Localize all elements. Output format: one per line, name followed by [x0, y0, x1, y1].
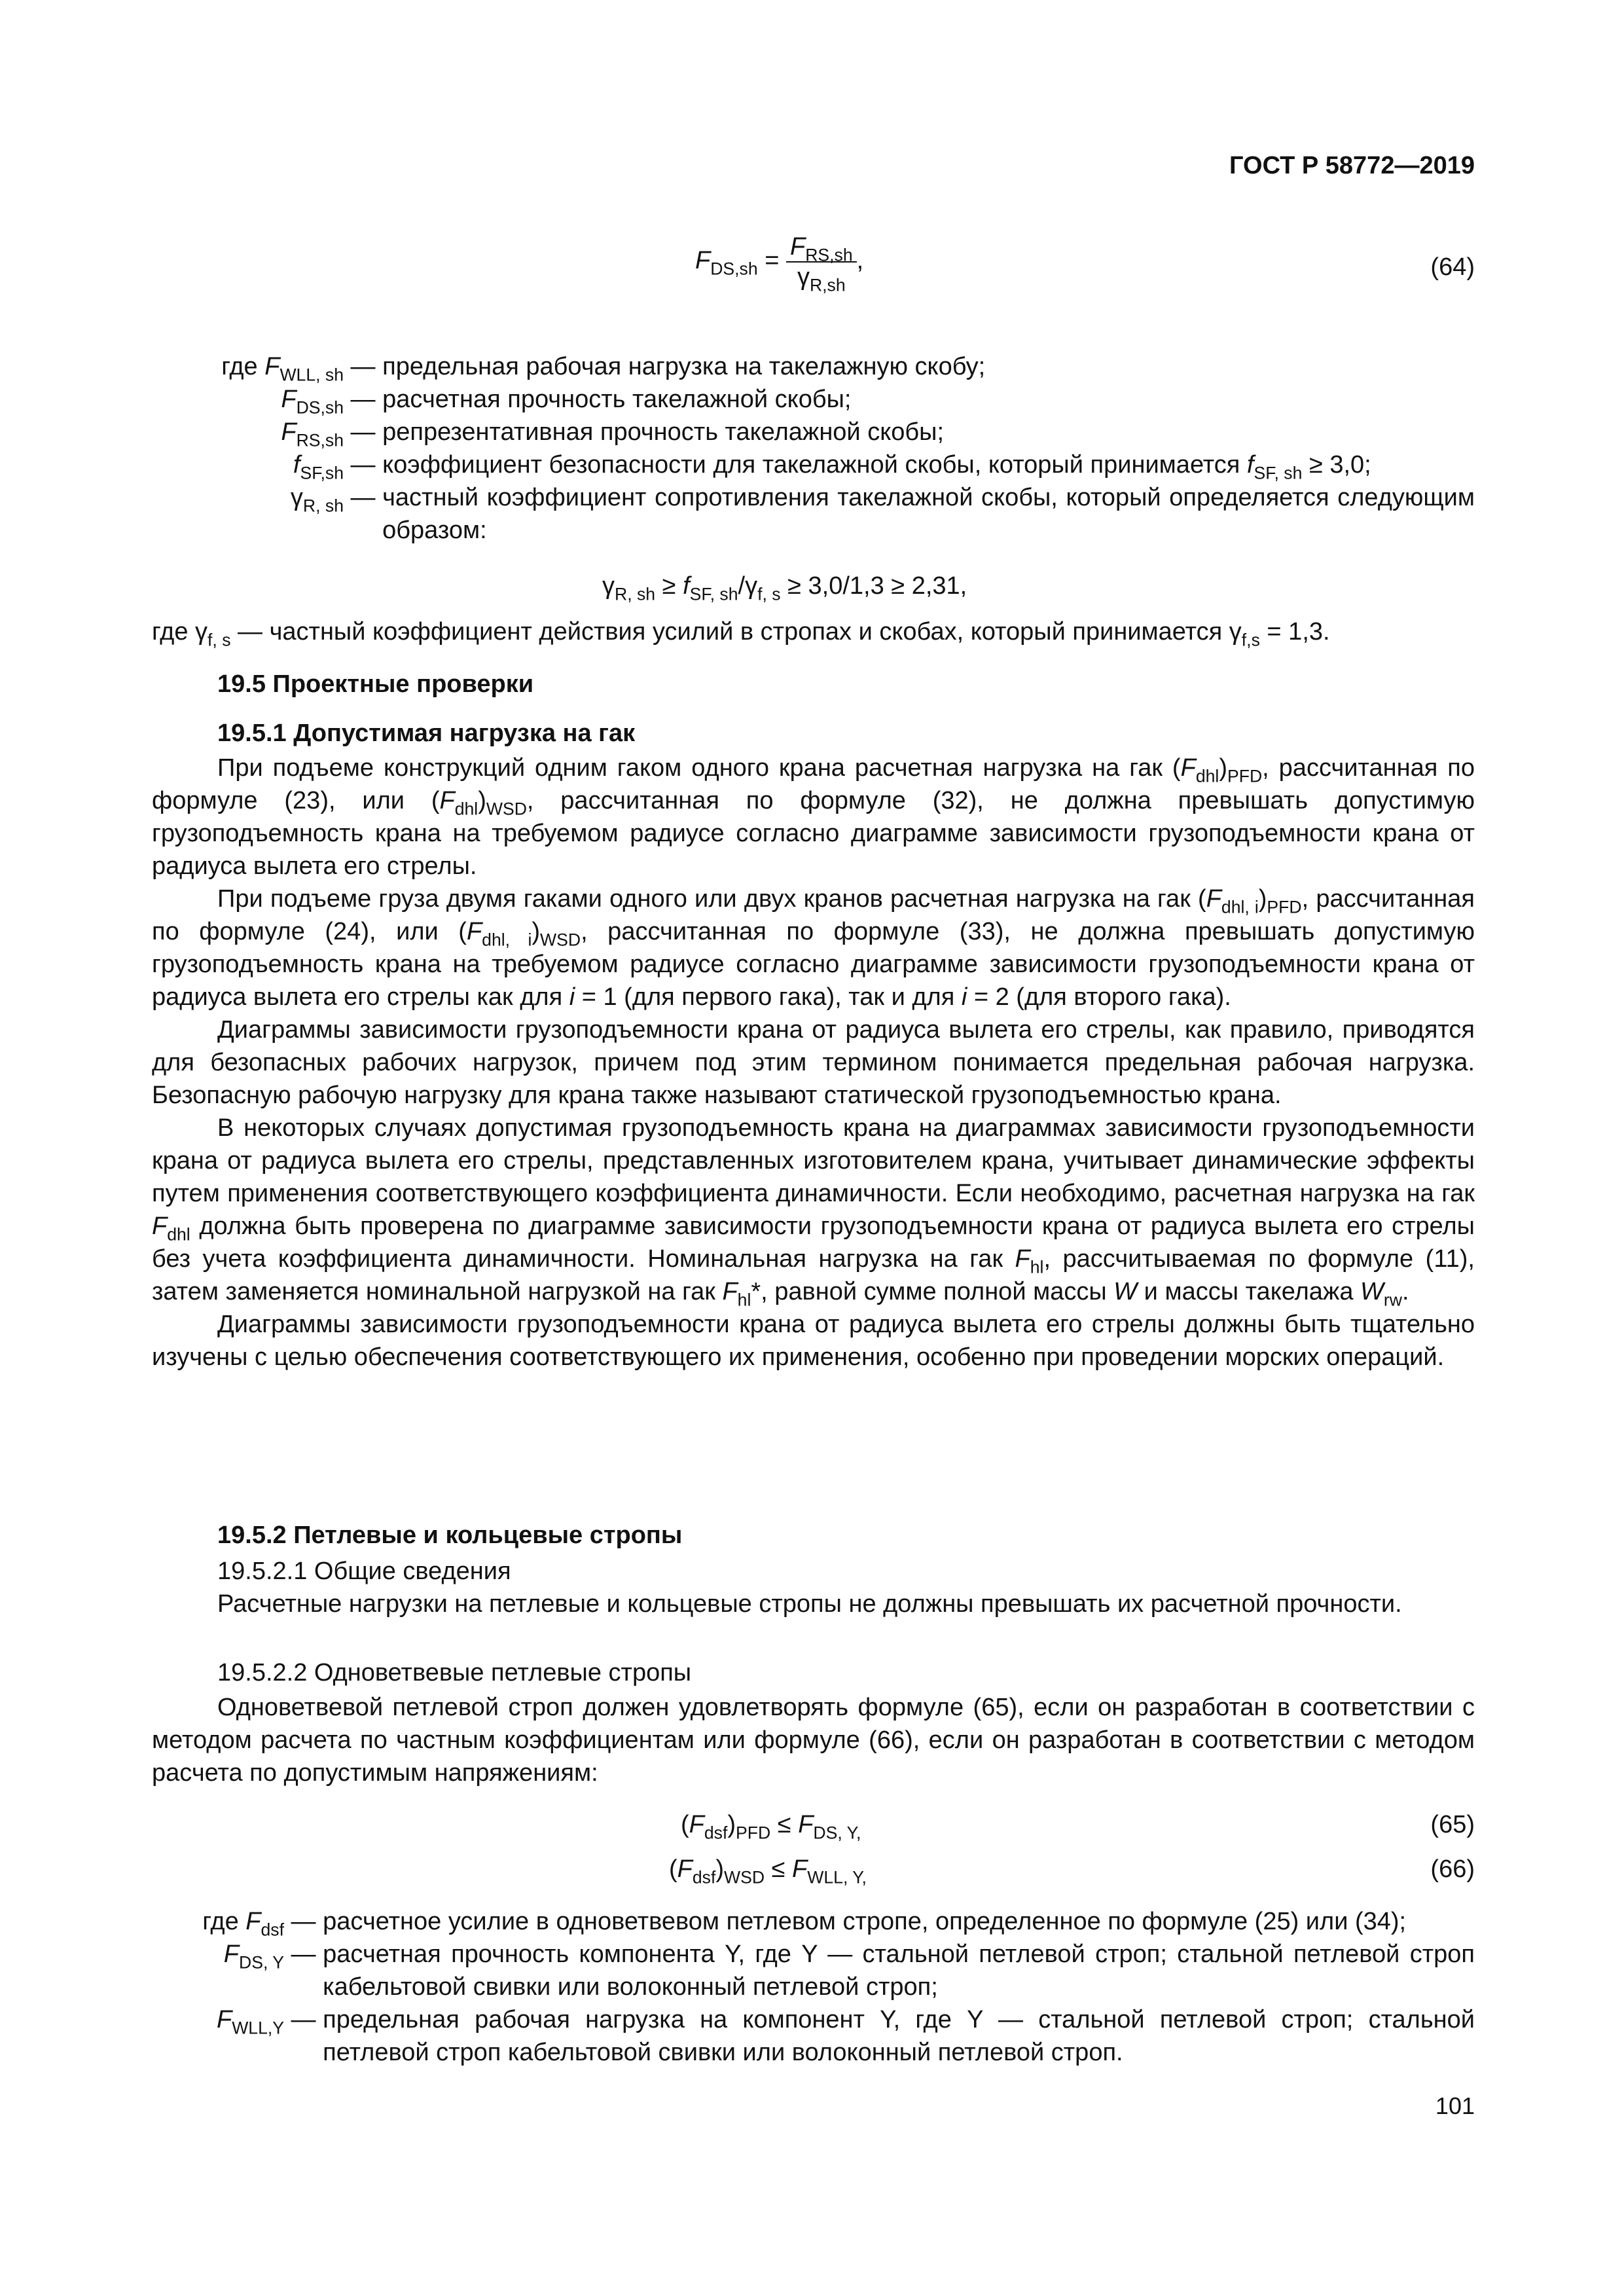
- formula-66: $(F_{dsf})_{WSD} \le F_{WLL, Y,}$ (66): [0, 1853, 1624, 1886]
- definition-item: где $F_{dsf}$ — расчетное усилие в одноветвевом петлевом стропе, определенное по формуле (25) или (34);: [202, 1908, 1407, 1940]
- definition-item: $F_{WLL,Y}$ — предельная рабочая нагрузка на компонент Y, где Y — стальной петлевой строп; стальной петлевой строп кабельтовой свивки или волоконный петлевой строп.: [216, 2006, 1475, 2066]
- formula-number: (64): [1430, 253, 1475, 281]
- definition-item: $\gamma_{R, sh}$ — частный коэффициент сопротивления такелажной скобы, который определяется следующим образом:: [290, 484, 1475, 544]
- subsection-heading-19-5-2-2: 19.5.2.2 Одноветвевые петлевые стропы: [217, 1659, 692, 1686]
- paragraph: При подъеме груза двумя гаками одного или двух кранов расчетная нагрузка на гак $(F_{dhl, i})_{PFD}$, рассчитанная по формуле (24), или $(F_{dhl, i})_{WSD}$, рассчитанная по формуле (33), не должна превышать допустимую грузоподъемность крана на требуемом радиусе согласно диаграмме зависимости грузоподъемности крана от радиуса вылета его стрелы как для i = 1 (для первого гака), так и для i = 2 (для второго гака).: [152, 885, 1475, 1011]
- body-text: [152, 752, 1475, 1374]
- paragraph: Расчетные нагрузки на петлевые и кольцевые стропы не должны превышать их расчетной прочности.: [217, 1590, 1402, 1618]
- definitions-list-1: [152, 350, 1475, 547]
- paragraph: Диаграммы зависимости грузоподъемности крана от радиуса вылета его стрелы, как правило, приводятся для безопасных рабочих нагрузок, причем под этим термином понимается предельная рабочая нагрузка. Безопасную рабочую нагрузку для крана также называют статической грузоподъемностью крана.: [152, 1016, 1475, 1109]
- section-heading-19-5-2: 19.5.2 Петлевые и кольцевые стропы: [217, 1522, 683, 1549]
- formula-64: $F_{DS,sh}$ = $\frac{F_{RS,sh}}{\gamma_{R,sh}}$ , (64): [695, 233, 1475, 295]
- section-heading-19-5: 19.5 Проектные проверки: [217, 670, 534, 698]
- definition-gamma-f: где $\gamma_{f, s}$ — частный коэффициент действия усилий в стропах и скобах, который принимается $\gamma_{f,s} = 1,3$.: [152, 618, 1330, 650]
- formula-65: $(F_{dsf})_{PFD} \le F_{DS, Y,}$ (65): [0, 1808, 1624, 1841]
- definition-item: $F_{RS,sh}$ — репрезентативная прочность такелажной скобы;: [281, 418, 945, 450]
- definition-item: $F_{DS,sh}$ — расчетная прочность такелажной скобы;: [281, 386, 852, 418]
- section-heading-19-5-1: 19.5.1 Допустимая нагрузка на гак: [217, 720, 636, 747]
- fraction: $\frac{F_{RS,sh}}{\gamma_{R,sh}}$: [786, 232, 857, 291]
- body-text-3: [152, 1691, 1475, 1789]
- paragraph: Одноветвевой петлевой строп должен удовлетворять формуле (65), если он разработан в соответствии с методом расчета по частным коэффициентам или формуле (66), если он разработан в соответствии с методом расчета по допустимым напряжениям:: [152, 1694, 1475, 1787]
- formula-number: (66): [1430, 1855, 1475, 1883]
- definition-item: где $F_{WLL, sh}$ — предельная рабочая нагрузка на такелажную скобу;: [221, 353, 986, 385]
- subsection-heading-19-5-2-1: 19.5.2.1 Общие сведения: [217, 1558, 511, 1585]
- document-code: ГОСТ Р 58772—2019: [1229, 152, 1475, 179]
- paragraph: При подъеме конструкций одним гаком одного крана расчетная нагрузка на гак $(F_{dhl})_{PFD}$, рассчитанная по формуле (23), или $(F_{dhl})_{WSD}$, рассчитанная по формуле (32), не должна превышать допустимую грузоподъемность крана на требуемом радиусе согласно диаграмме зависимости грузоподъемности крана от радиуса вылета его стрелы.: [152, 754, 1475, 880]
- definitions-list-2: [152, 1905, 1475, 2069]
- paragraph: Диаграммы зависимости грузоподъемности крана от радиуса вылета его стрелы должны быть тщательно изучены с целью обеспечения соответствующего их применения, особенно при проведении морских операций.: [152, 1311, 1475, 1371]
- definition-item: $f_{SF,sh}$ — коэффициент безопасности для такелажной скобы, который принимается $f_{SF, sh} \ge 3,0$;: [293, 451, 1371, 483]
- body-text-2: [152, 1588, 1475, 1620]
- formula-number: (65): [1430, 1811, 1475, 1838]
- definition-item: $F_{DS, Y}$ — расчетная прочность компонента Y, где Y — стальной петлевой строп; стальной петлевой строп кабельтовой свивки или волоконный петлевой строп;: [223, 1941, 1475, 2001]
- paragraph: В некоторых случаях допустимая грузоподъемность крана на диаграммах зависимости грузоподъемности крана от радиуса вылета его стрелы, представленных изготовителем крана, учитывает динамические эффекты путем применения соответствующего коэффициента динамичности. Если необходимо, расчетная нагрузка на гак $F_{dhl}$ должна быть проверена по диаграмме зависимости грузоподъемности крана от радиуса вылета его стрелы без учета коэффициента динамичности. Номинальная нагрузка на гак $F_{hl}$, рассчитываемая по формуле (11), затем заменяется номинальной нагрузкой на гак $F_{hl}*$, равной сумме полной массы W и массы такелажа $W_{rw}$.: [152, 1114, 1475, 1310]
- page-number: 101: [1435, 2092, 1475, 2119]
- inequality-gamma: $\gamma_{R, sh} \ge f_{SF, sh}/\gamma_{f, s} \ge 3,0/1,3 \ge 2,31$,: [602, 572, 967, 604]
